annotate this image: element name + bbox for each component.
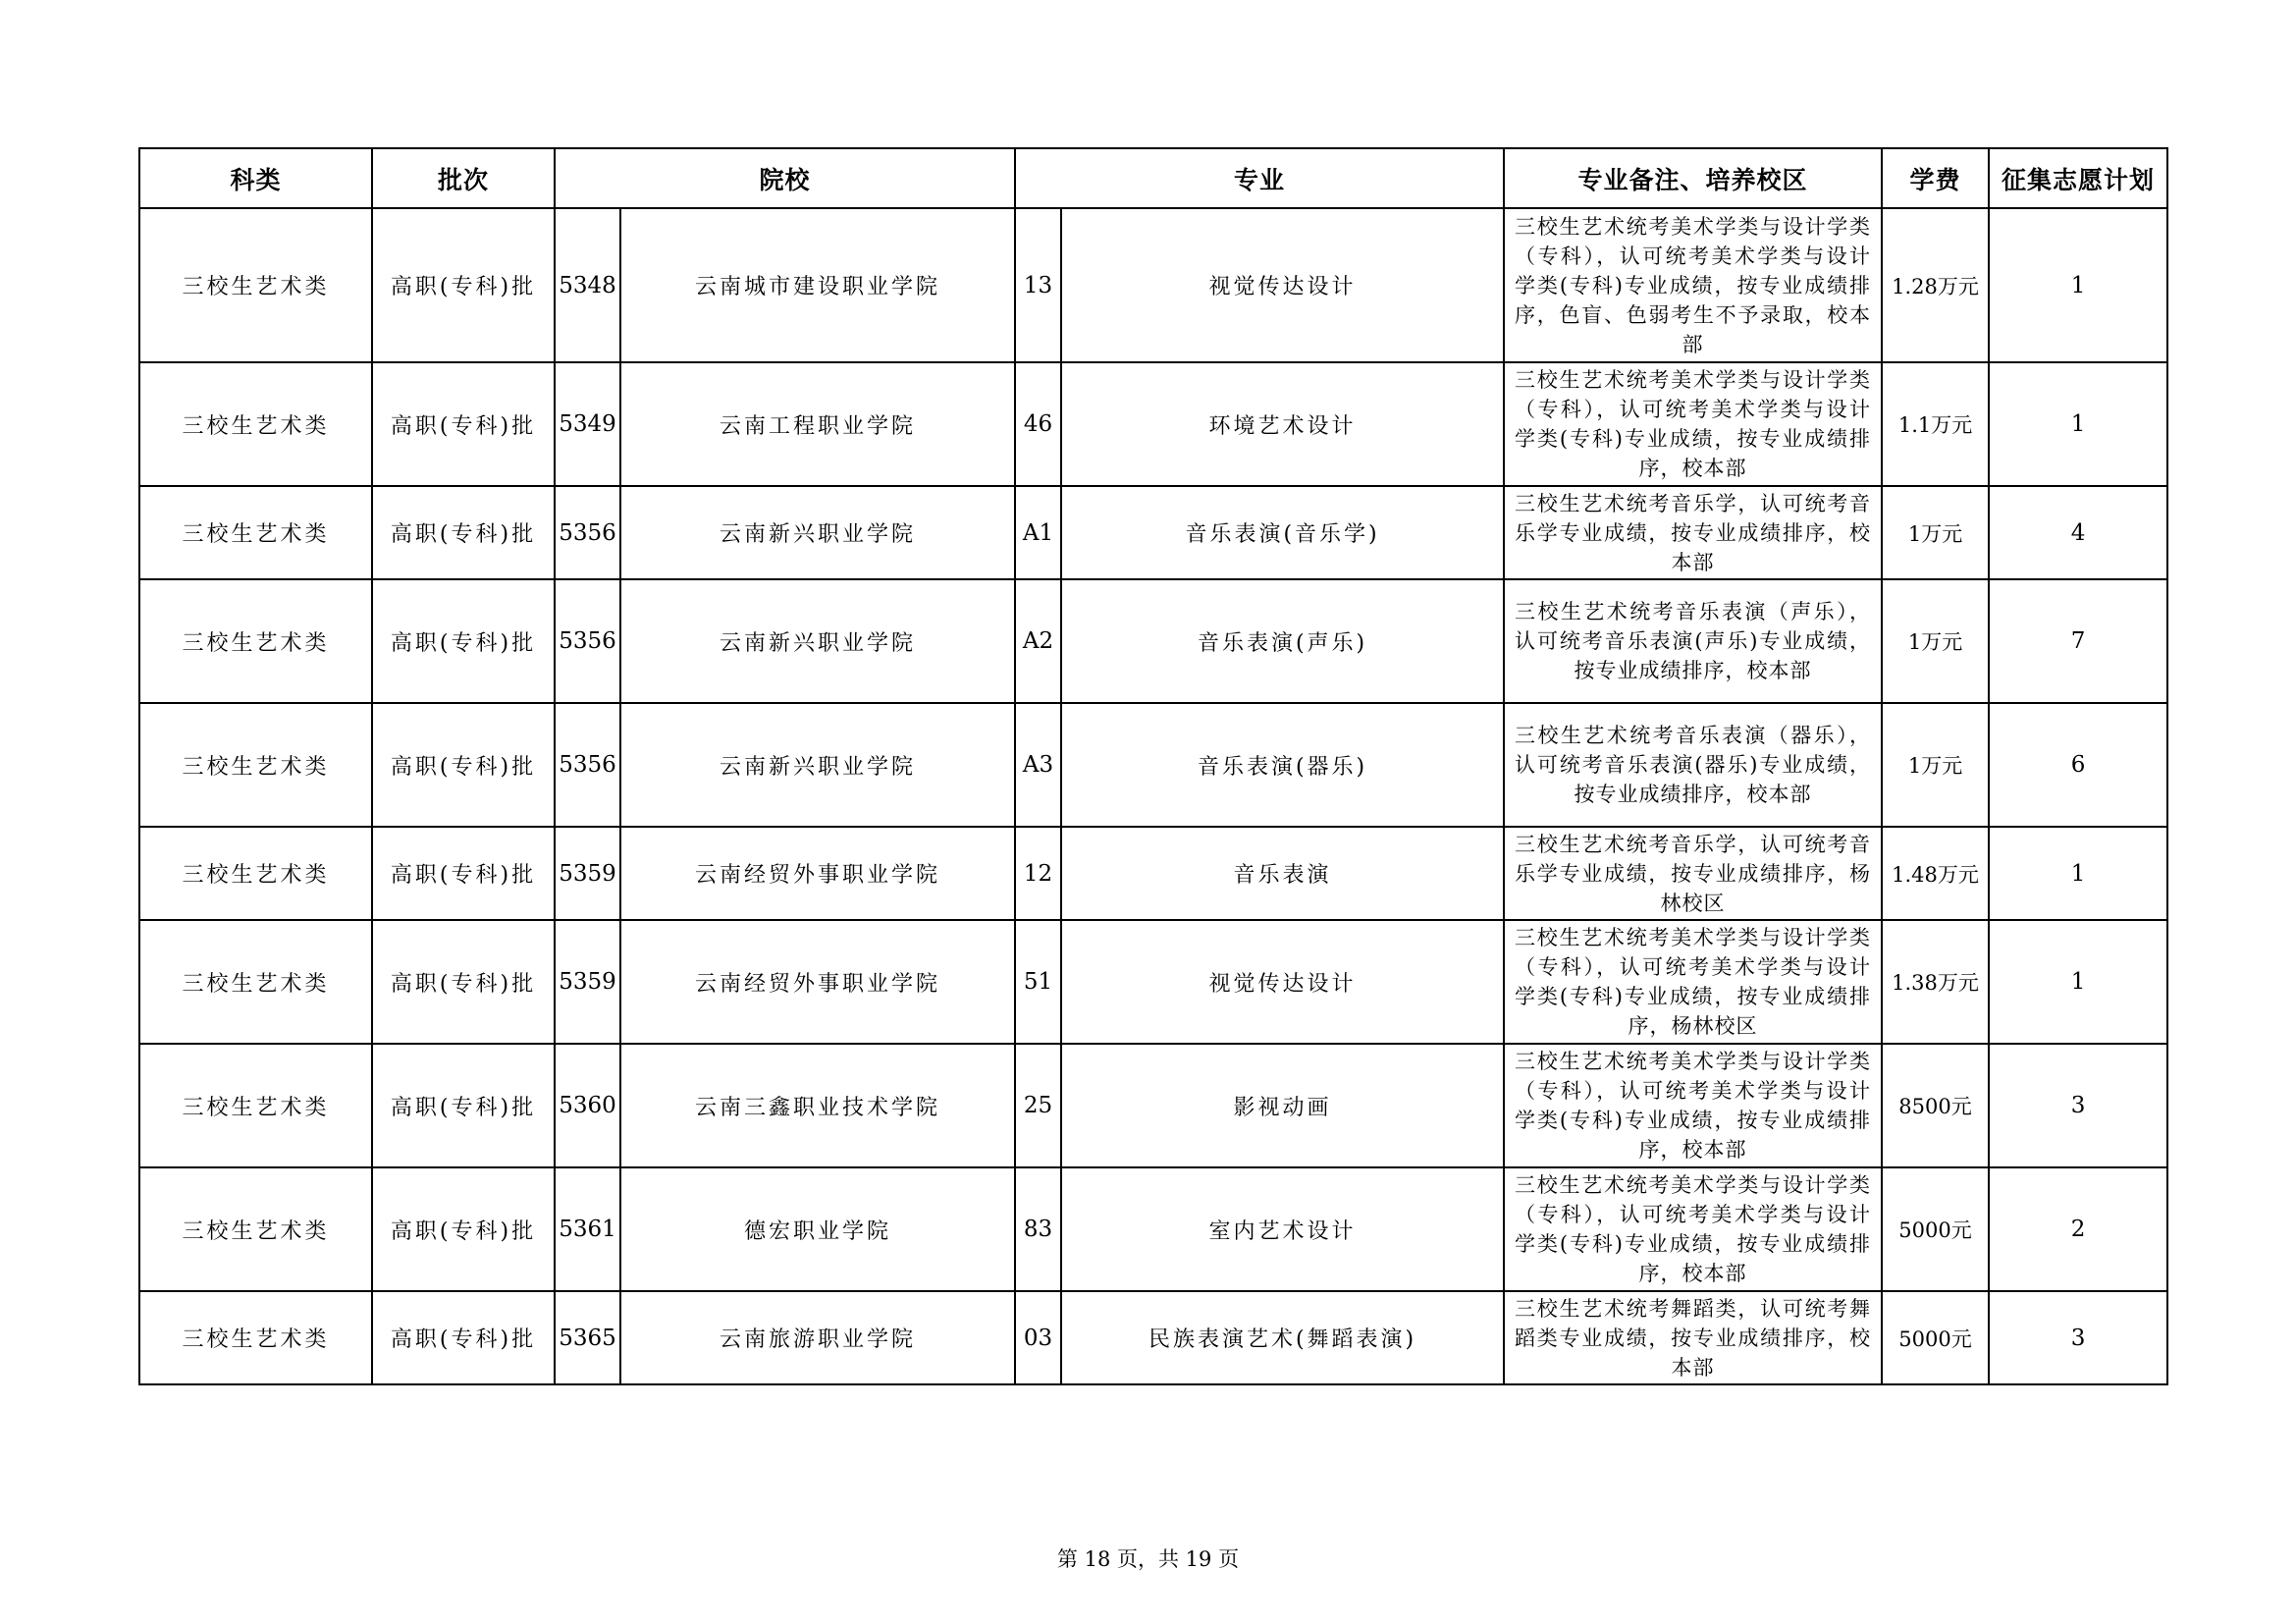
cell-school-name: 云南三鑫职业技术学院 (620, 1044, 1015, 1167)
cell-remarks: 三校生艺术统考音乐学，认可统考音乐学专业成绩，按专业成绩排序，杨林校区 (1504, 827, 1882, 920)
cell-major-code: 12 (1015, 827, 1061, 920)
cell-school-name: 云南经贸外事职业学院 (620, 827, 1015, 920)
cell-school-name: 云南经贸外事职业学院 (620, 920, 1015, 1044)
cell-major-name: 音乐表演 (1061, 827, 1504, 920)
cell-school-code: 5365 (555, 1291, 620, 1384)
cell-school-code: 5356 (555, 703, 620, 827)
cell-major-code: 83 (1015, 1167, 1061, 1291)
cell-batch: 高职(专科)批 (372, 208, 555, 362)
cell-plan: 3 (1989, 1044, 2167, 1167)
cell-major-code: A2 (1015, 579, 1061, 703)
table-row (139, 1291, 2167, 1384)
cell-remarks: 三校生艺术统考音乐表演（声乐），认可统考音乐表演(声乐)专业成绩，按专业成绩排序，校本部 (1504, 579, 1882, 703)
page-number: 第 18 页，共 19 页 (1056, 1547, 1240, 1571)
cell-major-name: 视觉传达设计 (1061, 208, 1504, 362)
cell-major-code: 13 (1015, 208, 1061, 362)
cell-plan: 3 (1989, 1291, 2167, 1384)
cell-tuition: 1.48万元 (1882, 827, 1989, 920)
table-body (139, 208, 2167, 1384)
cell-batch: 高职(专科)批 (372, 1044, 555, 1167)
table-row (139, 579, 2167, 703)
cell-remarks: 三校生艺术统考美术学类与设计学类（专科），认可统考美术学类与设计学类(专科)专业成绩，按专业成绩排序，校本部 (1504, 1044, 1882, 1167)
table-row (139, 486, 2167, 579)
cell-tuition: 5000元 (1882, 1167, 1989, 1291)
cell-tuition: 5000元 (1882, 1291, 1989, 1384)
cell-school-code: 5359 (555, 827, 620, 920)
cell-major-name: 民族表演艺术(舞蹈表演) (1061, 1291, 1504, 1384)
cell-category: 三校生艺术类 (139, 579, 372, 703)
cell-tuition: 1.38万元 (1882, 920, 1989, 1044)
cell-school-name: 云南新兴职业学院 (620, 703, 1015, 827)
admissions-table (138, 147, 2168, 1385)
cell-major-name: 音乐表演(器乐) (1061, 703, 1504, 827)
cell-category: 三校生艺术类 (139, 920, 372, 1044)
table-row (139, 920, 2167, 1044)
cell-category: 三校生艺术类 (139, 486, 372, 579)
cell-tuition: 1万元 (1882, 486, 1989, 579)
table-row (139, 1044, 2167, 1167)
cell-major-name: 环境艺术设计 (1061, 362, 1504, 486)
cell-school-name: 云南工程职业学院 (620, 362, 1015, 486)
cell-tuition: 8500元 (1882, 1044, 1989, 1167)
cell-remarks: 三校生艺术统考美术学类与设计学类（专科），认可统考美术学类与设计学类(专科)专业成绩，按专业成绩排序，杨林校区 (1504, 920, 1882, 1044)
cell-school-code: 5361 (555, 1167, 620, 1291)
cell-batch: 高职(专科)批 (372, 579, 555, 703)
cell-category: 三校生艺术类 (139, 362, 372, 486)
cell-tuition: 1.28万元 (1882, 208, 1989, 362)
cell-batch: 高职(专科)批 (372, 362, 555, 486)
cell-plan: 6 (1989, 703, 2167, 827)
table-row (139, 1167, 2167, 1291)
cell-plan: 1 (1989, 208, 2167, 362)
cell-school-code: 5348 (555, 208, 620, 362)
table-row (139, 703, 2167, 827)
cell-remarks: 三校生艺术统考美术学类与设计学类（专科），认可统考美术学类与设计学类(专科)专业成绩，按专业成绩排序，校本部 (1504, 1167, 1882, 1291)
header-category: 科类 (139, 148, 372, 208)
cell-major-code: 03 (1015, 1291, 1061, 1384)
cell-major-name: 影视动画 (1061, 1044, 1504, 1167)
cell-school-name: 云南新兴职业学院 (620, 579, 1015, 703)
cell-tuition: 1万元 (1882, 579, 1989, 703)
cell-remarks: 三校生艺术统考美术学类与设计学类（专科），认可统考美术学类与设计学类(专科)专业成绩，按专业成绩排序，色盲、色弱考生不予录取，校本部 (1504, 208, 1882, 362)
cell-plan: 1 (1989, 920, 2167, 1044)
cell-batch: 高职(专科)批 (372, 1291, 555, 1384)
header-remarks: 专业备注、培养校区 (1504, 148, 1882, 208)
cell-batch: 高职(专科)批 (372, 920, 555, 1044)
cell-batch: 高职(专科)批 (372, 486, 555, 579)
header-major: 专业 (1015, 148, 1504, 208)
header-row (139, 148, 2167, 208)
cell-major-code: A3 (1015, 703, 1061, 827)
cell-school-name: 云南新兴职业学院 (620, 486, 1015, 579)
cell-school-name: 云南旅游职业学院 (620, 1291, 1015, 1384)
cell-school-code: 5359 (555, 920, 620, 1044)
cell-remarks: 三校生艺术统考音乐学，认可统考音乐学专业成绩，按专业成绩排序，校本部 (1504, 486, 1882, 579)
cell-major-code: 51 (1015, 920, 1061, 1044)
cell-school-name: 云南城市建设职业学院 (620, 208, 1015, 362)
cell-plan: 1 (1989, 362, 2167, 486)
cell-plan: 4 (1989, 486, 2167, 579)
cell-batch: 高职(专科)批 (372, 1167, 555, 1291)
header-school: 院校 (555, 148, 1015, 208)
cell-batch: 高职(专科)批 (372, 703, 555, 827)
cell-plan: 1 (1989, 827, 2167, 920)
cell-category: 三校生艺术类 (139, 827, 372, 920)
cell-school-name: 德宏职业学院 (620, 1167, 1015, 1291)
cell-major-name: 视觉传达设计 (1061, 920, 1504, 1044)
cell-school-code: 5360 (555, 1044, 620, 1167)
cell-tuition: 1万元 (1882, 703, 1989, 827)
cell-school-code: 5349 (555, 362, 620, 486)
cell-school-code: 5356 (555, 579, 620, 703)
cell-plan: 2 (1989, 1167, 2167, 1291)
cell-remarks: 三校生艺术统考美术学类与设计学类（专科），认可统考美术学类与设计学类(专科)专业成绩，按专业成绩排序，校本部 (1504, 362, 1882, 486)
cell-remarks: 三校生艺术统考音乐表演（器乐），认可统考音乐表演(器乐)专业成绩，按专业成绩排序，校本部 (1504, 703, 1882, 827)
cell-category: 三校生艺术类 (139, 208, 372, 362)
cell-major-name: 室内艺术设计 (1061, 1167, 1504, 1291)
cell-major-name: 音乐表演(音乐学) (1061, 486, 1504, 579)
cell-tuition: 1.1万元 (1882, 362, 1989, 486)
cell-major-code: A1 (1015, 486, 1061, 579)
table-row (139, 827, 2167, 920)
cell-school-code: 5356 (555, 486, 620, 579)
cell-plan: 7 (1989, 579, 2167, 703)
cell-category: 三校生艺术类 (139, 1291, 372, 1384)
cell-batch: 高职(专科)批 (372, 827, 555, 920)
header-batch: 批次 (372, 148, 555, 208)
cell-major-code: 46 (1015, 362, 1061, 486)
cell-category: 三校生艺术类 (139, 1044, 372, 1167)
table-row (139, 208, 2167, 362)
cell-remarks: 三校生艺术统考舞蹈类，认可统考舞蹈类专业成绩，按专业成绩排序，校本部 (1504, 1291, 1882, 1384)
table-row (139, 362, 2167, 486)
header-plan: 征集志愿计划 (1989, 148, 2167, 208)
cell-category: 三校生艺术类 (139, 703, 372, 827)
cell-category: 三校生艺术类 (139, 1167, 372, 1291)
header-tuition: 学费 (1882, 148, 1989, 208)
cell-major-code: 25 (1015, 1044, 1061, 1167)
cell-major-name: 音乐表演(声乐) (1061, 579, 1504, 703)
